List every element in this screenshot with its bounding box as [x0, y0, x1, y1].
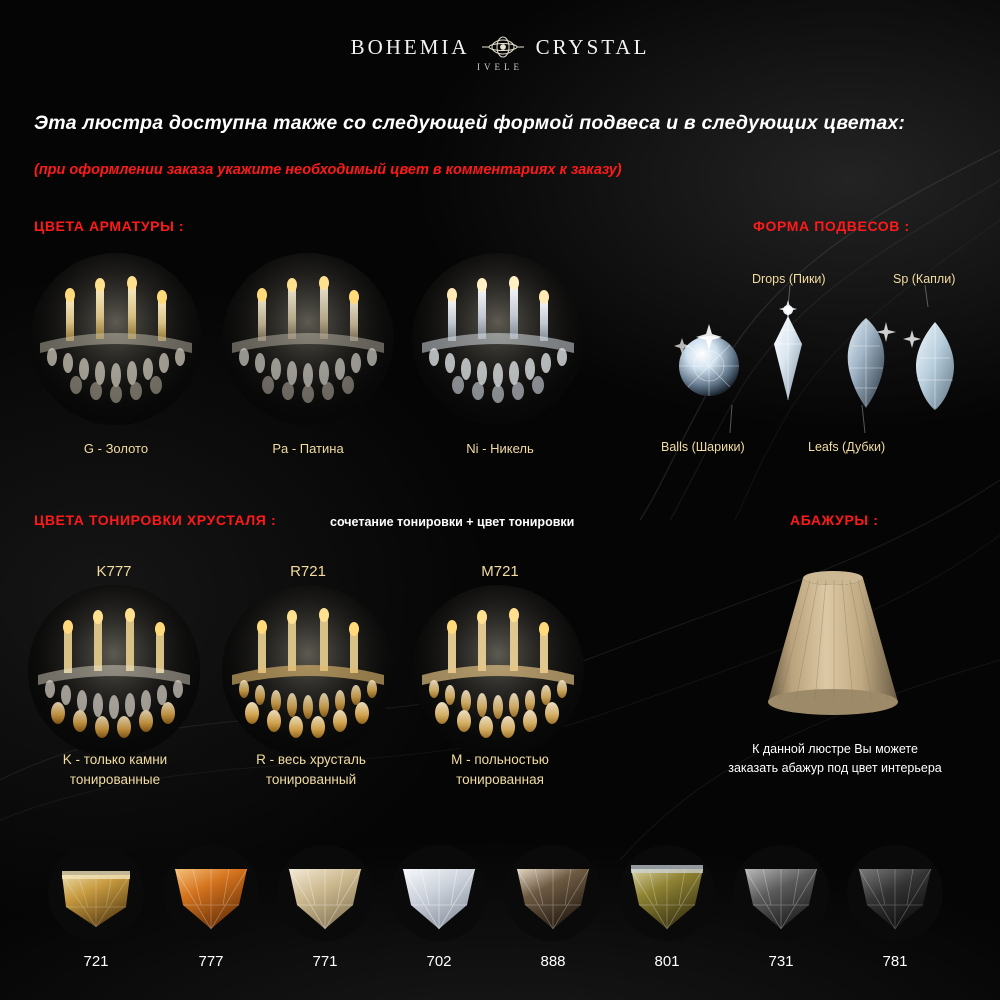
crystal-swatch-731 [733, 845, 829, 941]
crystal-swatch-777 [163, 845, 259, 941]
section-title-pendants: ФОРМА ПОДВЕСОВ : [753, 218, 910, 234]
tint-code-m721: M721 [481, 563, 519, 580]
crystal-code-777: 777 [198, 953, 224, 970]
tint-caption-m721-line1: M - польностью [451, 752, 549, 767]
brand-name-left: BOHEMIA [350, 34, 470, 59]
lampshade-photo [740, 556, 926, 737]
section-title-shades: АБАЖУРЫ : [790, 512, 879, 528]
crystal-drop-icon [757, 300, 819, 415]
tint-code-k777: K777 [96, 563, 132, 580]
crystal-code-781: 781 [882, 953, 908, 970]
crystal-code-702: 702 [426, 953, 452, 970]
crystal-swatch-801 [619, 845, 715, 941]
pendant-label-balls: Balls (Шарики) [661, 440, 745, 454]
crystal-code-888: 888 [540, 953, 566, 970]
brand-name-right: CRYSTAL [535, 34, 650, 59]
tint-caption-r721-line1: R - весь хрусталь [256, 752, 366, 767]
pendant-label-sp: Sp (Капли) [893, 272, 956, 286]
crystal-code-721: 721 [83, 953, 109, 970]
pendant-label-drops: Drops (Пики) [752, 272, 826, 286]
armature-photo-patina [222, 253, 394, 425]
crystal-swatch-771 [277, 845, 373, 941]
crystal-leaf-icon [830, 312, 902, 417]
section-title-armature: ЦВЕТА АРМАТУРЫ : [34, 218, 185, 234]
lampshade-note [690, 740, 980, 778]
crystal-ornament-icon [480, 34, 526, 60]
armature-caption-patina: Pa - Патина [272, 441, 344, 456]
tint-caption-k777-line1: K - только камни [62, 752, 168, 767]
armature-caption-nickel: Ni - Никель [466, 441, 534, 456]
crystal-swatch-702 [391, 845, 487, 941]
page-title: Эта люстра доступна также со следующей формой подвеса и в следующих цветах: [34, 112, 906, 134]
brand-subtitle: IVELE [477, 62, 523, 72]
tint-photo-m721 [412, 585, 584, 757]
armature-caption-gold: G - Золото [83, 441, 149, 456]
lampshade-note-line2: заказать абажур под цвет интерьера [728, 760, 942, 775]
tint-caption-k777-line2: тонированные [69, 771, 161, 787]
order-note: (при оформлении заказа укажите необходимый цвет в комментариях к заказу) [34, 162, 622, 178]
tint-photo-k777 [28, 585, 200, 757]
pendant-label-leafs: Leafs (Дубки) [808, 440, 886, 454]
tint-caption-r721-line2: тонированный [265, 771, 357, 787]
tint-caption-m721-line2: тонированная [456, 771, 544, 787]
crystal-swatch-888 [505, 845, 601, 941]
crystal-swatch-row [0, 845, 1000, 1000]
crystal-swatch-721 [48, 845, 144, 941]
crystal-sp-icon [900, 318, 970, 419]
tint-caption-m721 [385, 750, 615, 789]
armature-photo-nickel [412, 253, 584, 425]
tint-code-r721: R721 [290, 563, 326, 580]
section-title-tinting: ЦВЕТА ТОНИРОВКИ ХРУСТАЛЯ : [34, 512, 277, 528]
lampshade-note-line1: К данной люстре Вы можете [752, 742, 918, 756]
tint-photo-r721 [222, 585, 394, 757]
brand-logo [0, 34, 1000, 72]
crystal-code-801: 801 [654, 953, 680, 970]
crystal-code-771: 771 [312, 953, 338, 970]
tinting-note: сочетание тонировки + цвет тонировки [330, 515, 575, 529]
armature-photo-gold [30, 253, 202, 425]
crystal-ball-icon [672, 318, 746, 407]
crystal-swatch-781 [847, 845, 943, 941]
crystal-code-731: 731 [768, 953, 794, 970]
